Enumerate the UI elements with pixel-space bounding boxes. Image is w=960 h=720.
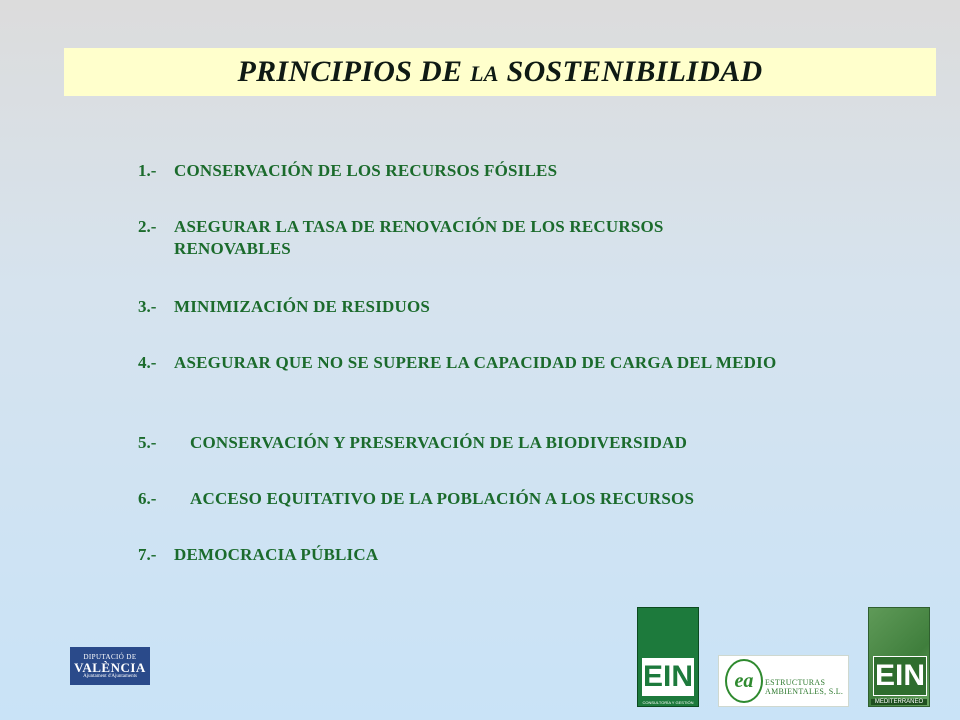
- item-number: 7.-: [138, 545, 157, 564]
- ea-logo-text: ESTRUCTURAS AMBIENTALES, S.L.: [765, 678, 844, 696]
- item-number: 1.-: [138, 161, 157, 180]
- title-part-3: SOSTENIBILIDAD: [498, 55, 763, 88]
- ein-mediterraneo-logo: [868, 607, 930, 707]
- ein-mediterraneo-subtitle: MEDITERRANEO: [871, 699, 927, 705]
- item-number: 5.-: [138, 433, 157, 452]
- diputacio-logo-line3: Ajuntament d'Ajuntaments: [83, 674, 137, 679]
- item-text: DEMOCRACIA PÚBLICA: [174, 545, 379, 564]
- ein-consultoria-logo: [637, 607, 699, 707]
- item-text: CONSERVACIÓN Y PRESERVACIÓN DE LA BIODIVERSIDAD: [190, 433, 688, 452]
- ein-mark: EIN: [642, 658, 694, 696]
- item-number: 6.-: [138, 489, 157, 508]
- title-bar: [64, 48, 936, 96]
- item-number: 4.-: [138, 353, 157, 372]
- item-text: ACCESO EQUITATIVO DE LA POBLACIÓN A LOS RECURSOS: [190, 489, 695, 508]
- diputacio-logo-line1: DIPUTACIÓ DE: [83, 653, 137, 661]
- item-text: ASEGURAR LA TASA DE RENOVACIÓN DE LOS RECURSOS RENOVABLES: [174, 217, 664, 258]
- item-text: CONSERVACIÓN DE LOS RECURSOS FÓSILES: [174, 161, 558, 180]
- item-number: 3.-: [138, 297, 157, 316]
- title-part-2: LA: [470, 61, 499, 86]
- item-text: MINIMIZACIÓN DE RESIDUOS: [174, 297, 431, 316]
- ein-mark: EIN: [873, 656, 927, 696]
- estructuras-ambientales-logo: [718, 655, 849, 707]
- ea-monogram-icon: ea: [725, 659, 763, 703]
- slide-title: [237, 55, 762, 89]
- item-number: 2.-: [138, 217, 157, 236]
- title-part-1: PRINCIPIOS DE: [237, 55, 471, 88]
- item-text: ASEGURAR QUE NO SE SUPERE LA CAPACIDAD DE CARGA DEL MEDIO: [174, 353, 777, 372]
- ein-subtitle: CONSULTORÍA Y GESTIÓN: [642, 700, 694, 705]
- diputacio-valencia-logo: [70, 647, 150, 685]
- diputacio-logo-line2: VALÈNCIA: [74, 660, 146, 675]
